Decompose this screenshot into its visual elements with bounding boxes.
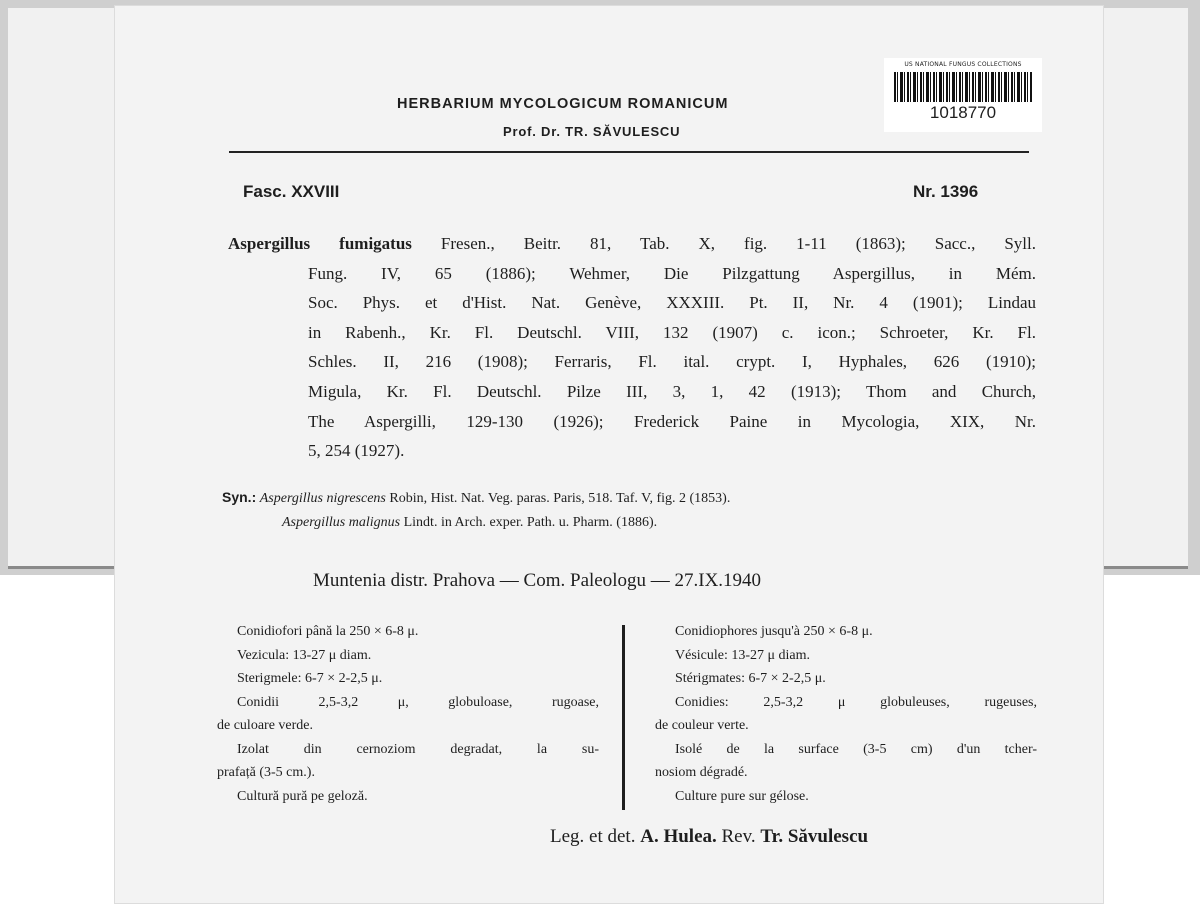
description-line: Stérigmates: 6-7 × 2-2,5 μ. [675, 671, 826, 686]
citation-line: Migula, Kr. Fl. Deutschl. Pilze III, 3, 1, 42 (1913); Thom and Church, [308, 381, 1036, 401]
description-line: Conidiofori până la 250 × 6-8 μ. [237, 624, 419, 639]
description-french [655, 620, 1037, 808]
synonym-line: Aspergillus malignus Lindt. in Arch. exper. Path. u. Pharm. (1886). [282, 515, 658, 530]
herbarium-title: HERBARIUM MYCOLOGICUM ROMANICUM [397, 96, 729, 112]
species-name: Aspergillus fumigatus [228, 234, 412, 253]
description-line: Conidii 2,5-3,2 μ, globuloase, rugoase, [237, 694, 599, 710]
synonyms [222, 485, 1042, 535]
description-line: Vezicula: 13-27 μ diam. [237, 647, 372, 663]
barcode-icon [894, 72, 1032, 102]
citation-line: Aspergillus fumigatus Fresen., Beitr. 81, Tab. X, fig. 1-11 (1863); Sacc., Syll. [228, 234, 1036, 253]
description-line: Vésicule: 13-27 μ diam. [675, 647, 811, 663]
barcode-label [884, 58, 1042, 132]
fascicle-number: Fasc. XXVIII [243, 182, 340, 201]
synonym-name: Aspergillus malignus [282, 515, 401, 530]
column-divider [622, 625, 625, 810]
description-line: Conidiophores jusqu'à 250 × 6-8 μ. [675, 624, 873, 639]
description-line: de couleur verte. [655, 718, 749, 733]
description-line: Sterigmele: 6-7 × 2-2,5 μ. [237, 671, 383, 686]
description-line: prafață (3-5 cm.). [217, 765, 315, 780]
citation-line: Fung. IV, 65 (1886); Wehmer, Die Pilzgattung Aspergillus, in Mém. [308, 263, 1036, 283]
barcode-number: 1018770 [929, 103, 997, 122]
citation-line: 5, 254 (1927). [308, 441, 405, 461]
description-line: Isolé de la surface (3-5 cm) d'un tcher- [675, 741, 1037, 757]
synonym-line: Syn.: Aspergillus nigrescens Robin, Hist. Nat. Veg. paras. Paris, 518. Taf. V, fig. 2 (1853). [222, 489, 731, 506]
citation-line: in Rabenh., Kr. Fl. Deutschl. VIII, 132 (1907) c. icon.; Schroeter, Kr. Fl. [308, 322, 1036, 342]
description-line: de culoare verde. [217, 718, 313, 733]
collector-name: A. Hulea. [640, 826, 717, 847]
description-romanian [217, 620, 599, 808]
specimen-number: Nr. 1396 [913, 182, 979, 201]
description-line: Conidies: 2,5-3,2 μ globuleuses, rugeuses, [675, 694, 1037, 710]
header-rule [229, 151, 1029, 153]
description-line: Cultură pură pe geloză. [237, 788, 368, 804]
herbarium-director: Prof. Dr. TR. SĂVULESCU [503, 124, 681, 139]
citation-line: The Aspergilli, 129-130 (1926); Frederick Paine in Mycologia, XIX, Nr. [308, 411, 1036, 431]
synonyms-label: Syn.: [222, 489, 257, 505]
description-line: nosiom dégradé. [655, 765, 748, 780]
collector-signature: Leg. et det. A. Hulea. Rev. Tr. Săvulescu [550, 826, 869, 847]
description-line: Culture pure sur gélose. [675, 788, 809, 804]
description-line: Izolat din cernoziom degradat, la su- [237, 741, 599, 757]
synonym-name: Aspergillus nigrescens [259, 491, 386, 506]
reviser-name: Tr. Săvulescu [760, 826, 869, 847]
citation-line: Soc. Phys. et d'Hist. Nat. Genève, XXXIII. Pt. II, Nr. 4 (1901); Lindau [308, 293, 1036, 313]
collection-locality: Muntenia distr. Prahova — Com. Paleologu — 27.IX.1940 [313, 570, 762, 591]
citation-line: Schles. II, 216 (1908); Ferraris, Fl. ital. crypt. I, Hyphales, 626 (1910); [308, 352, 1036, 372]
species-citation [228, 229, 1036, 466]
barcode-caption: US NATIONAL FUNGUS COLLECTIONS [904, 61, 1022, 68]
